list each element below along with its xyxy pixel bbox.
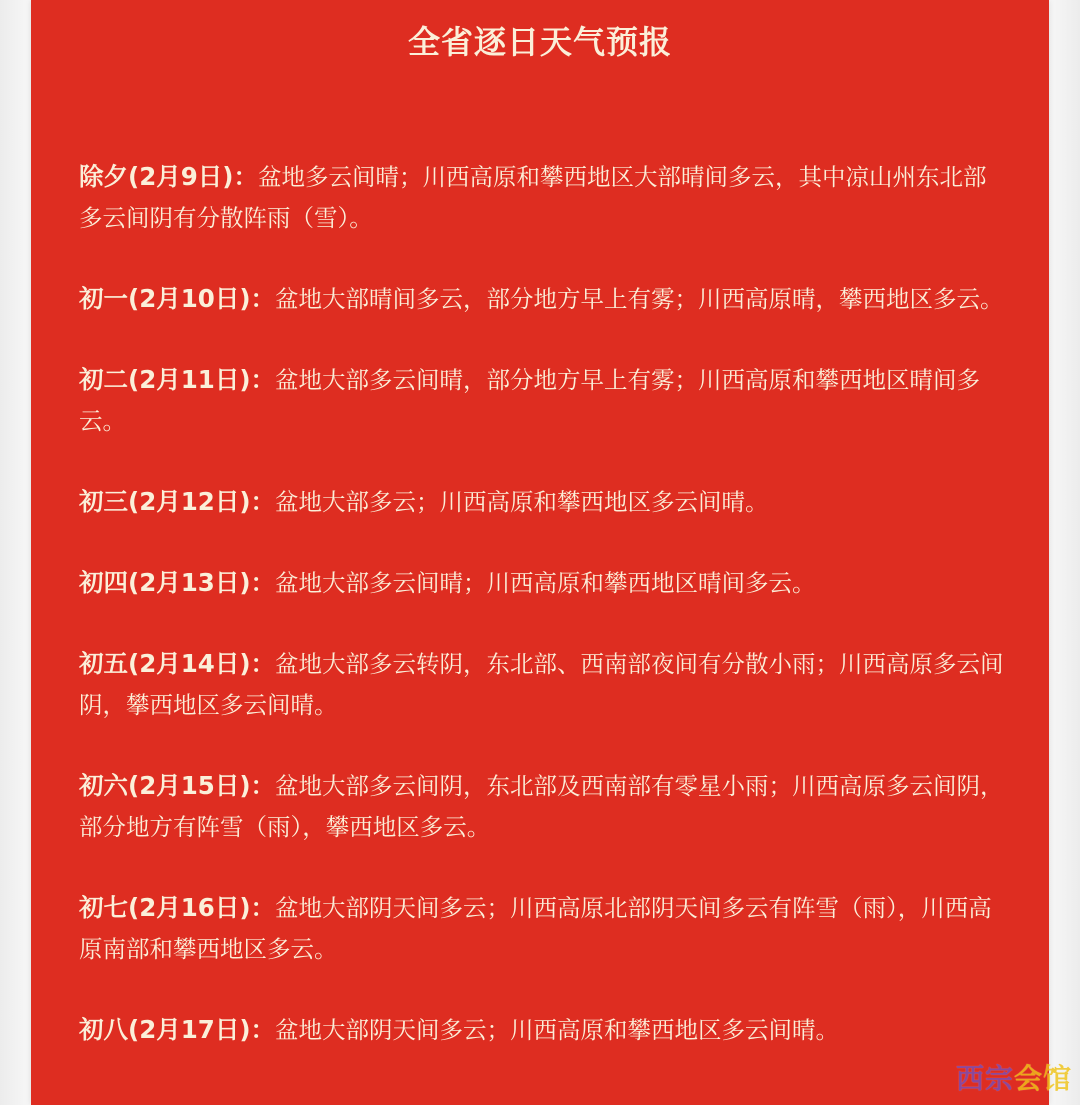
forecast-text: 盆地大部阴天间多云；川西高原北部阴天间多云有阵雪（雨），川西高原南部和攀西地区多云。 [79,894,992,963]
forecast-text: 盆地大部多云间晴；川西高原和攀西地区晴间多云。 [275,569,816,597]
forecast-entry-chusi [79,562,1004,604]
forecast-text: 盆地大部多云转阴，东北部、西南部夜间有分散小雨；川西高原多云间阴，攀西地区多云间晴。 [79,650,1004,719]
forecast-day-label: 初二(2月11日)： [79,365,276,394]
forecast-entry-chusan [79,481,1004,523]
forecast-text: 盆地大部阴天间多云；川西高原和攀西地区多云间晴。 [275,1016,840,1044]
forecast-day-label: 初六(2月15日)： [79,771,276,800]
forecast-entry-chuqi [79,887,1004,970]
forecast-entry-chuba [79,1009,1004,1051]
watermark-text-part2: 会馆 [1013,1062,1072,1095]
forecast-list [79,156,1004,1051]
watermark-logo [956,1057,1072,1097]
forecast-entry-chuliu [79,765,1004,848]
forecast-text: 盆地大部多云间晴，部分地方早上有雾；川西高原和攀西地区晴间多云。 [79,366,981,435]
page-title: 全省逐日天气预报 [407,23,672,61]
forecast-entry-chuwu [79,643,1004,726]
forecast-entry-chuxi [79,156,1004,239]
forecast-day-label: 除夕(2月9日)： [79,162,258,191]
forecast-day-label: 初五(2月14日)： [79,649,276,678]
forecast-text: 盆地多云间晴；川西高原和攀西地区大部晴间多云，其中凉山州东北部多云间阴有分散阵雨（雪）。 [79,163,987,232]
forecast-day-label: 初一(2月10日)： [79,284,276,313]
forecast-text: 盆地大部晴间多云，部分地方早上有雾；川西高原晴，攀西地区多云。 [275,285,1004,313]
forecast-day-label: 初八(2月17日)： [79,1015,276,1044]
forecast-day-label: 初三(2月12日)： [79,487,276,516]
watermark-text-part1: 西宗 [955,1062,1014,1095]
forecast-day-label: 初四(2月13日)： [79,568,276,597]
forecast-card [31,0,1049,1105]
forecast-text: 盆地大部多云间阴，东北部及西南部有零星小雨；川西高原多云间阴，部分地方有阵雪（雨），攀西地区多云。 [79,772,1004,841]
forecast-text: 盆地大部多云；川西高原和攀西地区多云间晴。 [275,488,769,516]
forecast-entry-chuyi [79,278,1004,320]
forecast-day-label: 初七(2月16日)： [79,893,276,922]
forecast-entry-chuer [79,359,1004,442]
